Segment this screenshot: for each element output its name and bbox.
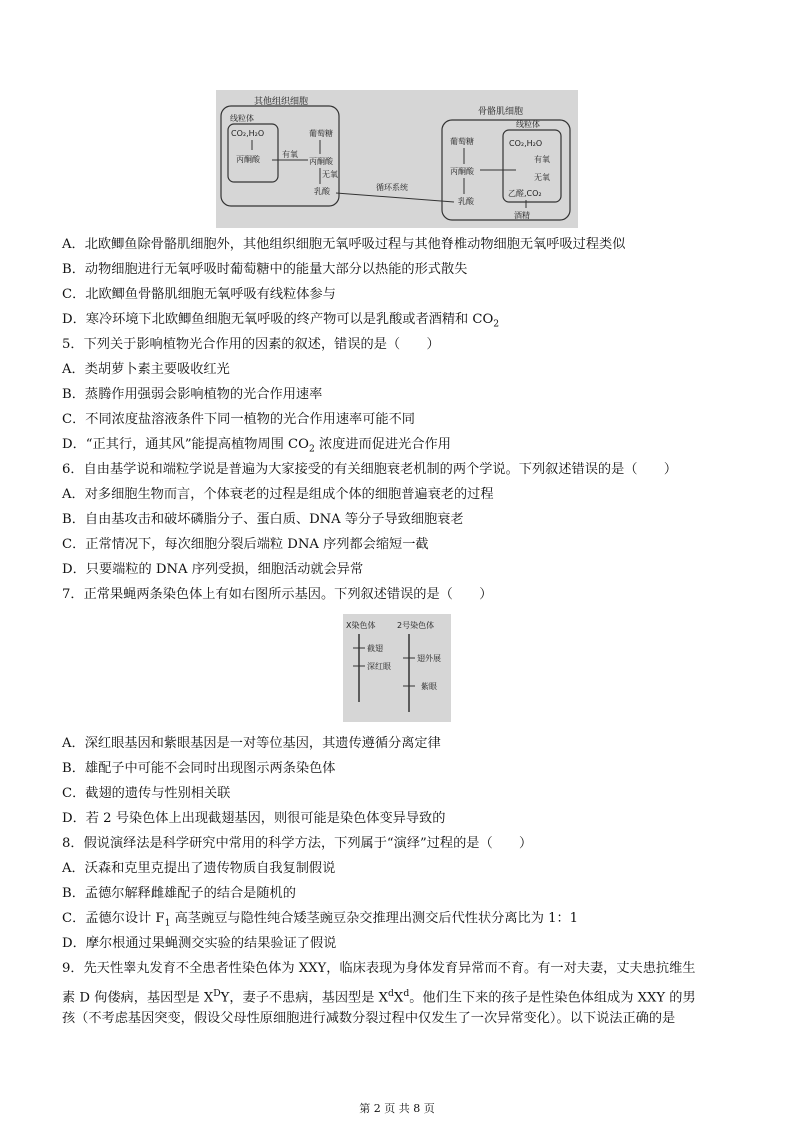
left-glucose-label: 葡萄糖 [309,129,333,138]
q9-line2-b: Y，妻子不患病，基因型是 X [220,990,388,1006]
circulation-label: 循环系统 [376,183,408,192]
right-mito-label: 线粒体 [516,120,540,129]
right-lactate-label: 乳酸 [458,197,474,206]
gene1-label: 截翅 [367,644,383,653]
gene3-label: 翅外展 [417,654,441,663]
left-co2-label: CO₂,H₂O [231,129,265,138]
chromosome-2-label: 2号染色体 [397,621,435,630]
q5-option-a: A．类胡萝卜素主要吸收红光 [62,362,230,377]
q9-line1: 9．先天性睾丸发育不全患者性染色体为 XXY，临床表现为身体发育异常而不育。有一对夫妻，丈夫患抗维生 [62,961,696,976]
right-ethanol-label: 酒精 [514,211,530,220]
respiration-diagram [216,90,578,228]
gene4-label: 紫眼 [421,682,437,691]
left-mito-label: 线粒体 [230,114,254,123]
q6-option-b: B．自由基攻击和破坏磷脂分子、蛋白质、DNA 等分子导致细胞衰老 [62,512,464,527]
q9-line2-sup1: D [213,988,221,999]
q8-option-a: A．沃森和克里克提出了遗传物质自我复制假说 [62,861,336,876]
q7-option-c: C．截翅的遗传与性别相关联 [62,786,231,801]
q4-option-a: A．北欧鲫鱼除骨骼肌细胞外，其他组织细胞无氧呼吸过程与其他脊椎动物细胞无氧呼吸过程类似 [62,237,626,252]
q6-option-c: C．正常情况下，每次细胞分裂后端粒 DNA 序列都会缩短一截 [62,537,429,552]
right-pyruvate-label: 丙酮酸 [450,167,474,176]
q8-option-d: D．摩尔根通过果蝇测交实验的结果验证了假说 [62,936,337,951]
q9-line2-d: 。他们生下来的孩子是性染色体组成为 XXY 的男 [409,990,696,1006]
q9-line2-sup3: d [403,988,410,999]
q5-option-d [62,436,451,459]
q4-option-b: B．动物细胞进行无氧呼吸时葡萄糖中的能量大部分以热能的形式散失 [62,262,468,277]
q6-option-d: D．只要端粒的 DNA 序列受损，细胞活动就会异常 [62,562,364,577]
q8-option-c [62,910,578,933]
q9-line3: 孩（不考虑基因突变，假设父母性原细胞进行减数分裂过程中仅发生了一次异常变化）。以下说法正确的是 [62,1011,676,1026]
q8-option-b: B．孟德尔解释雌雄配子的结合是随机的 [62,886,296,901]
circulation-arrow [336,193,454,202]
right-co2-label: CO₂,H₂O [509,139,543,148]
q9-line2 [62,985,696,1007]
q8-option-c-pre: C．孟德尔设计 F [62,911,165,926]
left-lactate-label: 乳酸 [314,187,330,196]
q5-option-d-sub: 2 [308,443,315,455]
right-ethanal-label: 乙醛,CO₂ [508,189,542,198]
q4-option-c: C．北欧鲫鱼骨骼肌细胞无氧呼吸有线粒体参与 [62,287,336,302]
q4-option-d-sub: 2 [493,318,500,330]
q4-option-d-text: D．寒冷环境下北欧鲫鱼细胞无氧呼吸的终产物可以是乳酸或者酒精和 CO [62,312,494,327]
q6-option-a: A．对多细胞生物而言，个体衰老的过程是组成个体的细胞普遍衰老的过程 [62,487,494,502]
chromosome-diagram [343,614,451,722]
left-anaerobic-label: 无氧 [322,170,338,179]
q9-line2-sup2: d [388,988,394,999]
q5-option-c: C．不同浓度盐溶液条件下同一植物的光合作用速率可能不同 [62,412,415,427]
q8-option-c-sub: 1 [164,917,171,929]
respiration-diagram-svg [216,90,578,228]
right-glucose-label: 葡萄糖 [450,137,474,146]
left-pyruvate-in-label: 丙酮酸 [236,155,260,164]
right-cell-title: 骨骼肌细胞 [478,107,524,117]
q7-option-a: A．深红眼基因和紫眼基因是一对等位基因，其遗传遵循分离定律 [62,736,441,751]
q6-stem: 6．自由基学说和端粒学说是普遍为大家接受的有关细胞衰老机制的两个学说。下列叙述错误的是（ ） [62,462,678,477]
q5-option-b: B．蒸腾作用强弱会影响植物的光合作用速率 [62,387,323,402]
x-chromosome-label: X染色体 [346,621,376,630]
q8-option-c-post: 高茎豌豆与隐性纯合矮茎豌豆杂交推理出测交后代性状分离比为 1：1 [170,911,579,926]
gene2-label: 深红眼 [367,662,391,671]
left-cell-title: 其他组织细胞 [254,97,309,107]
q7-option-b: B．雄配子中可能不会同时出现图示两条染色体 [62,761,336,776]
right-oxygen-label: 有氧 [534,155,550,164]
q7-option-d: D．若 2 号染色体上出现截翅基因，则很可能是染色体变异导致的 [62,811,446,826]
page-footer: 第 2 页 共 8 页 [359,1102,435,1115]
left-oxygen-label: 有氧 [282,150,298,159]
q9-line2-a: 素 D 佝偻病，基因型是 X [62,990,214,1006]
q4-option-d [62,311,499,334]
left-pyruvate-label: 丙酮酸 [309,157,333,166]
q5-stem: 5．下列关于影响植物光合作用的因素的叙述，错误的是（ ） [62,337,440,352]
q5-option-d-pre: D．“正其行，通其风”能提高植物周围 CO [62,437,309,452]
q9-line2-c: X [393,990,404,1006]
q7-stem: 7．正常果蝇两条染色体上有如右图所示基因。下列叙述错误的是（ ） [62,587,493,602]
q8-stem: 8．假说演绎法是科学研究中常用的科学方法，下列属于“演绎”过程的是（ ） [62,836,533,851]
q5-option-d-post: 浓度进而促进光合作用 [314,437,451,452]
chromosome-diagram-svg [343,614,451,722]
right-anaerobic-label: 无氧 [534,173,550,182]
